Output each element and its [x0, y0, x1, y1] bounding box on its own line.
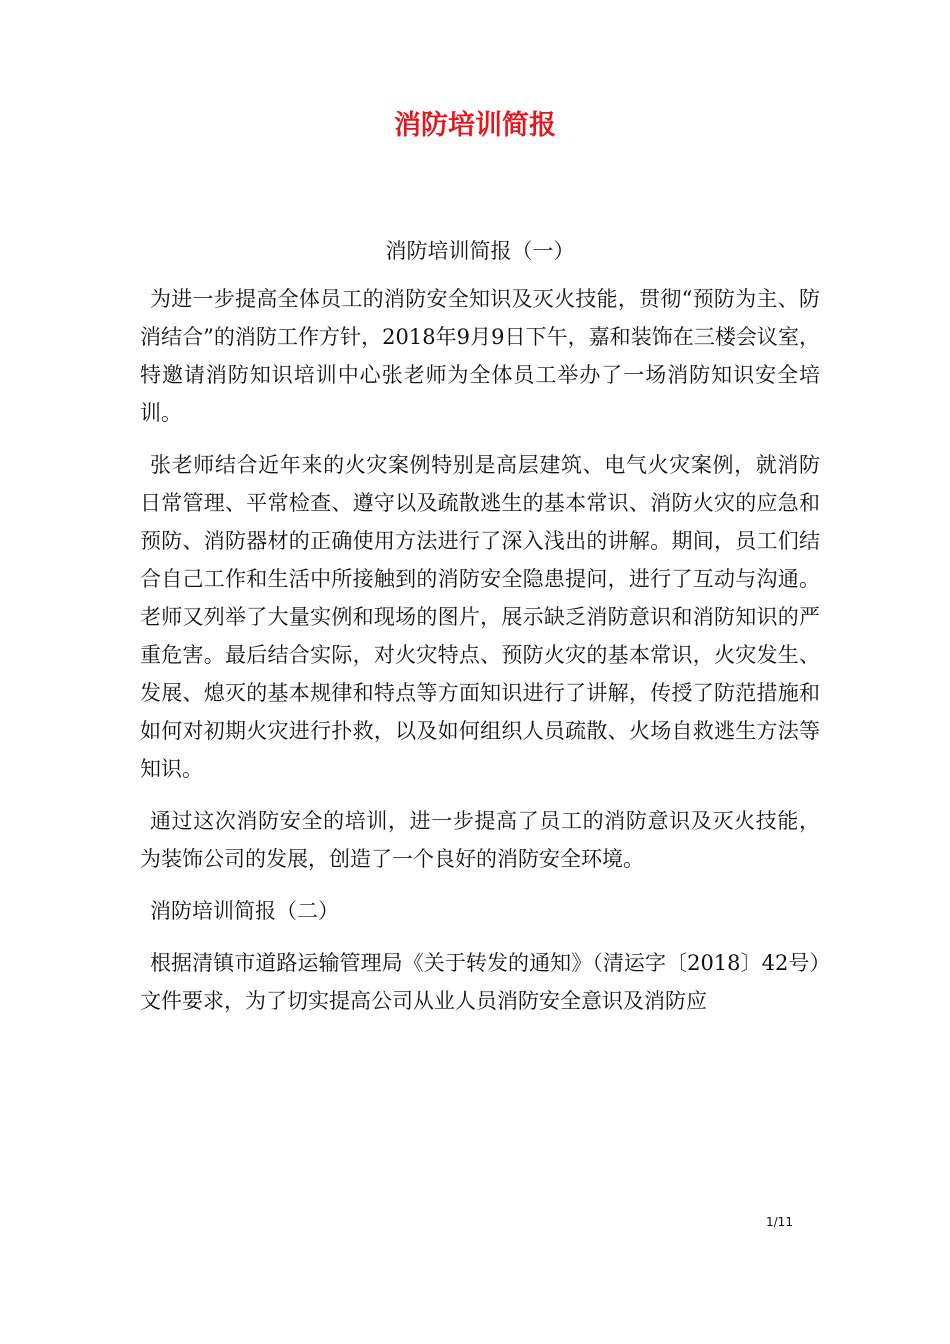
section-heading-1: 消防培训简报（一）	[385, 239, 575, 263]
section-heading-2: 消防培训简报（二）	[150, 899, 339, 923]
paragraph: 张老师结合近年来的火灾案例特别是高层建筑、电气火灾案例，就消防日常管理、平常检查、遵守以及疏散逃生的基本常识、消防火灾的应急和预防、消防器材的正确使用方法进行了深入浅出的讲解。期间，员工们结合自己工作和生活中所接触到的消防安全隐患提问，进行了互动与沟通。老师又列举了大量实例和现场的图片，展示缺乏消防意识和消防知识的严重危害。最后结合实际，对火灾特点、预防火灾的基本常识，火灾发生、发展、熄灭的基本规律和特点等方面知识进行了讲解，传授了防范措施和如何对初期火灾进行扑救，以及如何组织人员疏散、火场自救逃生方法等知识。	[140, 453, 820, 781]
document-title: 消防培训简报	[394, 110, 556, 141]
document-body	[140, 232, 820, 1020]
paragraph: 通过这次消防安全的培训，进一步提高了员工的消防意识及灭火技能，为装饰公司的发展，创造了一个良好的消防安全环境。	[140, 809, 820, 871]
page-number: 1/11	[766, 1215, 793, 1229]
paragraph: 根据清镇市道路运输管理局《关于转发的通知》（清运字〔2018〕42号）文件要求，为了切实提高公司从业人员消防安全意识及消防应	[140, 951, 820, 1013]
paragraph: 为进一步提高全体员工的消防安全知识及灭火技能，贯彻“预防为主、防消结合”的消防工作方针，2018年9月9日下午，嘉和装饰在三楼会议室，特邀请消防知识培训中心张老师为全体员工举办了一场消防知识安全培训。	[140, 287, 820, 425]
